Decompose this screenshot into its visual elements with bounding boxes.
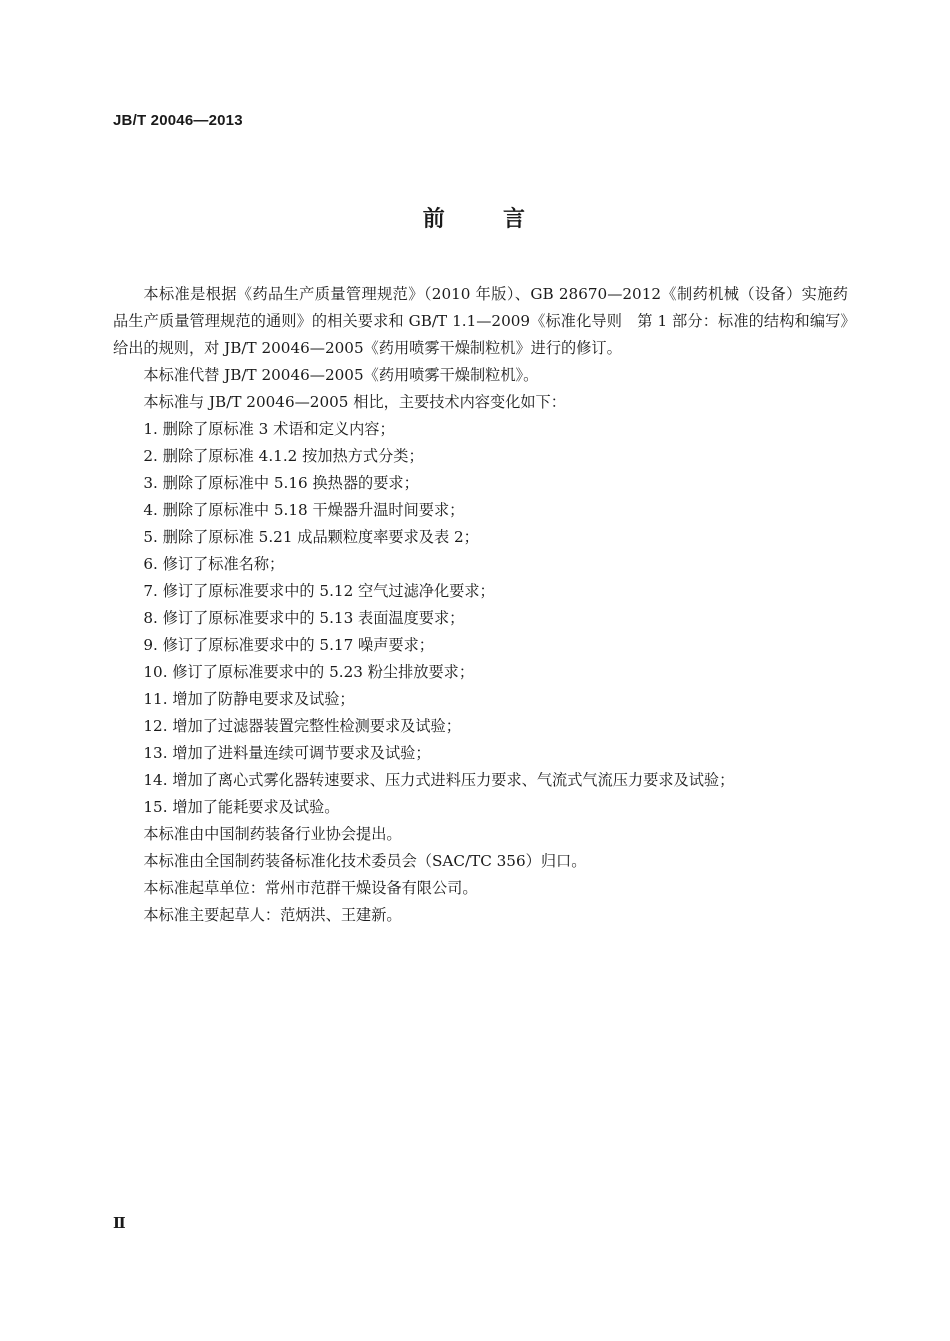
list-item: 15. 增加了能耗要求及试验。 (143, 798, 340, 816)
changes-list (113, 416, 848, 821)
title-char-1: 前 (422, 207, 447, 232)
list-item: 9. 修订了原标准要求中的 5.17 噪声要求； (143, 636, 434, 654)
drafters: 本标准主要起草人：范炳洪、王建新。 (143, 906, 402, 924)
list-item: 4. 删除了原标准中 5.18 干燥器升温时间要求； (143, 501, 465, 519)
list-item: 1. 删除了原标准 3 术语和定义内容； (143, 420, 395, 438)
intro-paragraph: 本标准是根据《药品生产质量管理规范》（2010 年版）、GB 28670—2012《制药机械（设备）实施药品生产质量管理规范的通则》的相关要求和 GB/T 1.1—2009《标准化导则 第 1 部分：标准的结构和编写》给出的规则，对 JB/T 20046—2005《药用喷雾干燥制粒机》进行的修订。 (113, 285, 848, 357)
list-item: 2. 删除了原标准 4.1.2 按加热方式分类； (143, 447, 424, 465)
list-item: 13. 增加了进料量连续可调节要求及试验； (143, 744, 431, 762)
list-item: 8. 修订了原标准要求中的 5.13 表面温度要求； (143, 609, 465, 627)
proposed-by: 本标准由中国制药装备行业协会提出。 (143, 825, 402, 843)
administered-by: 本标准由全国制药装备标准化技术委员会（SAC/TC 356）归口。 (143, 852, 587, 870)
list-item: 11. 增加了防静电要求及试验； (143, 690, 355, 708)
list-item: 14. 增加了离心式雾化器转速要求、压力式进料压力要求、气流式气流压力要求及试验； (143, 771, 735, 789)
list-item: 7. 修订了原标准要求中的 5.12 空气过滤净化要求； (143, 582, 495, 600)
list-item: 6. 修订了标准名称； (143, 555, 285, 573)
list-item: 10. 修订了原标准要求中的 5.23 粉尘排放要求； (143, 663, 475, 681)
drafting-unit: 本标准起草单位：常州市范群干燥设备有限公司。 (143, 879, 478, 897)
replaces-paragraph: 本标准代替 JB/T 20046—2005《药用喷雾干燥制粒机》。 (143, 366, 539, 384)
changes-intro: 本标准与 JB/T 20046—2005 相比，主要技术内容变化如下： (143, 393, 566, 411)
title-char-2: 言 (503, 207, 528, 232)
page-number: Ⅱ (113, 1214, 126, 1232)
list-item: 12. 增加了过滤器装置完整性检测要求及试验； (143, 717, 461, 735)
foreword-body (113, 281, 848, 929)
list-item: 5. 删除了原标准 5.21 成品颗粒度率要求及表 2； (143, 528, 479, 546)
standard-code: JB/T 20046—2013 (113, 112, 243, 129)
list-item: 3. 删除了原标准中 5.16 换热器的要求； (143, 474, 419, 492)
page-title (0, 202, 950, 233)
